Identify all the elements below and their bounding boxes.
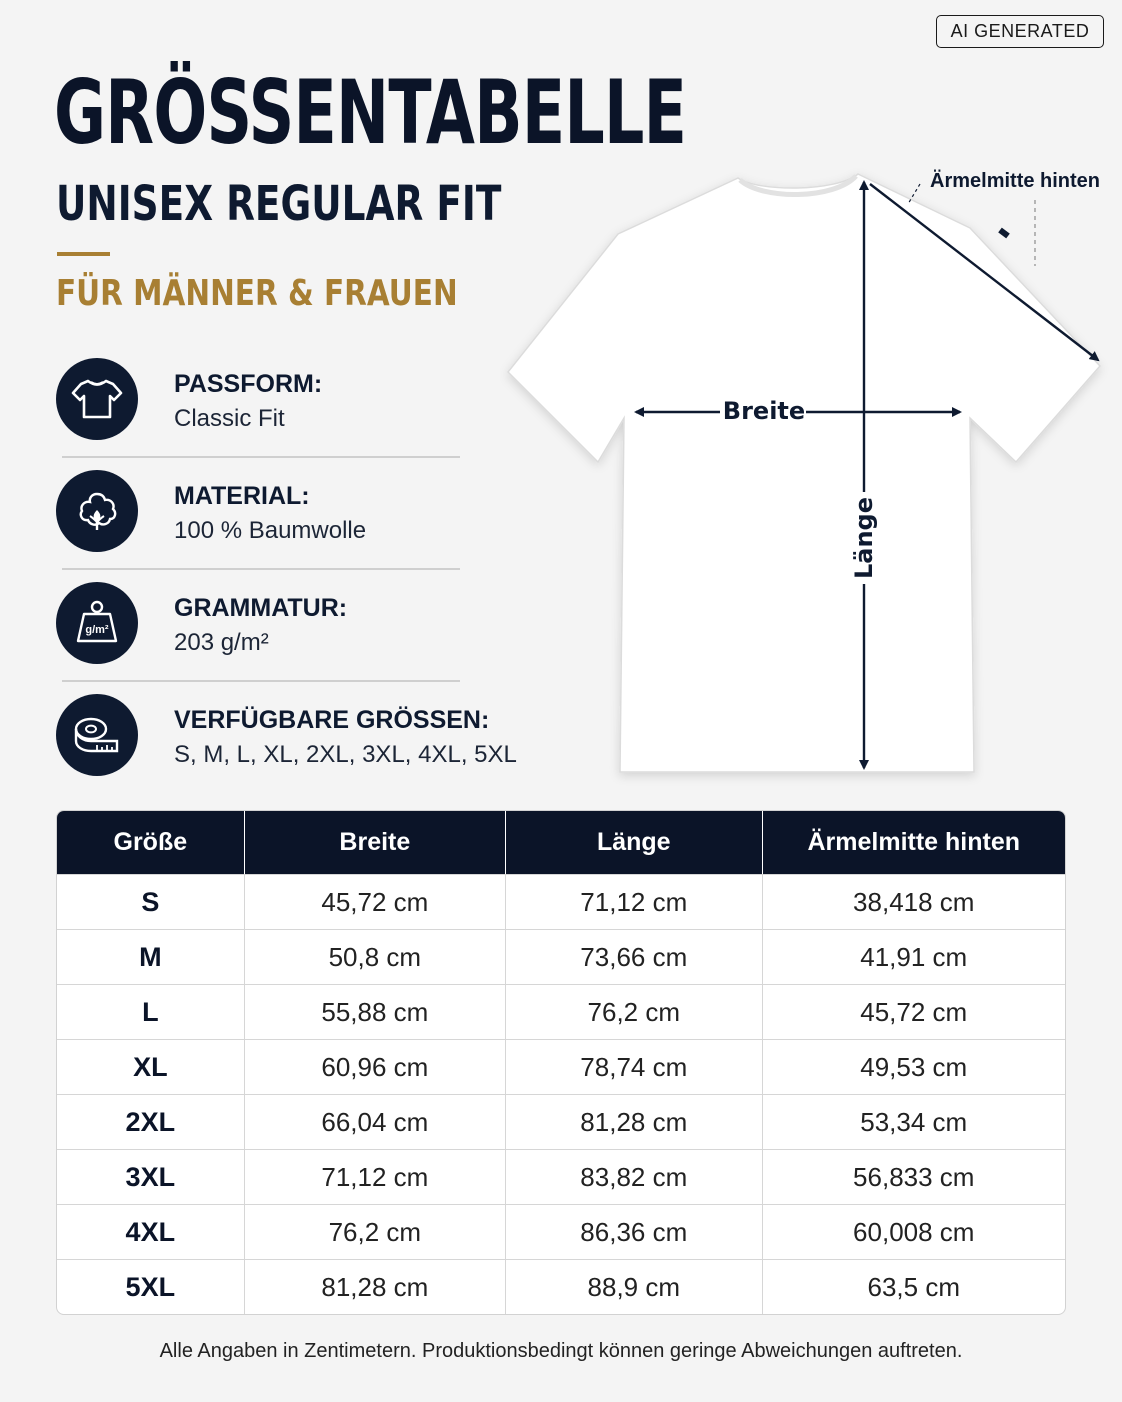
column-header: Ärmelmitte hinten <box>763 811 1066 874</box>
laenge-cell: 78,74 cm <box>506 1039 762 1094</box>
page-title: GRÖSSENTABELLE <box>54 61 687 164</box>
page-subtitle: UNISEX REGULAR FIT <box>56 176 502 232</box>
feature-value: Classic Fit <box>174 405 285 432</box>
tshirt-diagram <box>500 160 1110 790</box>
feature-title: MATERIAL: <box>174 482 310 510</box>
measuring-tape-icon <box>56 694 138 776</box>
sleeve-cell: 53,34 cm <box>763 1094 1066 1149</box>
tshirt-icon <box>56 358 138 440</box>
laenge-cell: 76,2 cm <box>506 984 762 1039</box>
sleeve-marker <box>998 228 1010 239</box>
table-row <box>57 1259 1065 1314</box>
size-table <box>56 810 1066 1315</box>
breite-cell: 50,8 cm <box>245 929 506 984</box>
size-cell: 3XL <box>57 1149 245 1204</box>
size-cell: S <box>57 874 245 929</box>
size-cell: 5XL <box>57 1259 245 1314</box>
table-header-row <box>57 811 1065 874</box>
sleeve-cell: 56,833 cm <box>763 1149 1066 1204</box>
laenge-cell: 88,9 cm <box>506 1259 762 1314</box>
table-row <box>57 1094 1065 1149</box>
ai-generated-badge: AI GENERATED <box>936 15 1104 48</box>
column-header: Breite <box>245 811 506 874</box>
sleeve-cell: 49,53 cm <box>763 1039 1066 1094</box>
feature-divider <box>62 680 460 682</box>
breite-cell: 55,88 cm <box>245 984 506 1039</box>
feature-grammatur <box>56 582 496 666</box>
breite-cell: 66,04 cm <box>245 1094 506 1149</box>
laenge-cell: 86,36 cm <box>506 1204 762 1259</box>
cotton-icon <box>56 470 138 552</box>
breite-label: Breite <box>722 397 806 425</box>
feature-title: VERFÜGBARE GRÖSSEN: <box>174 706 490 734</box>
weight-icon <box>56 582 138 664</box>
breite-cell: 60,96 cm <box>245 1039 506 1094</box>
size-cell: M <box>57 929 245 984</box>
table-row <box>57 929 1065 984</box>
feature-value: S, M, L, XL, 2XL, 3XL, 4XL, 5XL <box>174 741 517 768</box>
sleeve-cell: 63,5 cm <box>763 1259 1066 1314</box>
feature-divider <box>62 568 460 570</box>
size-cell: 2XL <box>57 1094 245 1149</box>
footnote: Alle Angaben in Zentimetern. Produktionsbedingt können geringe Abweichungen auftreten. <box>159 1340 963 1362</box>
feature-passform <box>56 358 496 442</box>
laenge-label: Länge <box>850 496 878 580</box>
feature-value: 100 % Baumwolle <box>174 517 367 544</box>
feature-sizes <box>56 694 517 778</box>
feature-value: 203 g/m² <box>174 629 269 656</box>
breite-cell: 45,72 cm <box>245 874 506 929</box>
sleeve-cell: 45,72 cm <box>763 984 1066 1039</box>
feature-title: PASSFORM: <box>174 370 323 398</box>
size-cell: 4XL <box>57 1204 245 1259</box>
column-header: Länge <box>506 811 762 874</box>
breite-cell: 71,12 cm <box>245 1149 506 1204</box>
size-cell: XL <box>57 1039 245 1094</box>
laenge-cell: 71,12 cm <box>506 874 762 929</box>
feature-material <box>56 470 496 554</box>
laenge-cell: 73,66 cm <box>506 929 762 984</box>
table-row <box>57 984 1065 1039</box>
breite-cell: 76,2 cm <box>245 1204 506 1259</box>
size-cell: L <box>57 984 245 1039</box>
breite-cell: 81,28 cm <box>245 1259 506 1314</box>
sleeve-label: Ärmelmitte hinten <box>930 170 1101 192</box>
table-row <box>57 874 1065 929</box>
table-row <box>57 1149 1065 1204</box>
feature-divider <box>62 456 460 458</box>
sleeve-cell: 60,008 cm <box>763 1204 1066 1259</box>
tshirt-shape <box>508 174 1100 772</box>
laenge-cell: 83,82 cm <box>506 1149 762 1204</box>
tagline: FÜR MÄNNER & FRAUEN <box>56 273 458 314</box>
sleeve-cell: 41,91 cm <box>763 929 1066 984</box>
laenge-cell: 81,28 cm <box>506 1094 762 1149</box>
table-row <box>57 1204 1065 1259</box>
column-header: Größe <box>57 811 245 874</box>
weight-icon-label: g/m² <box>85 624 109 636</box>
feature-title: GRAMMATUR: <box>174 594 348 622</box>
table-row <box>57 1039 1065 1094</box>
accent-divider <box>57 252 110 256</box>
sleeve-cell: 38,418 cm <box>763 874 1066 929</box>
